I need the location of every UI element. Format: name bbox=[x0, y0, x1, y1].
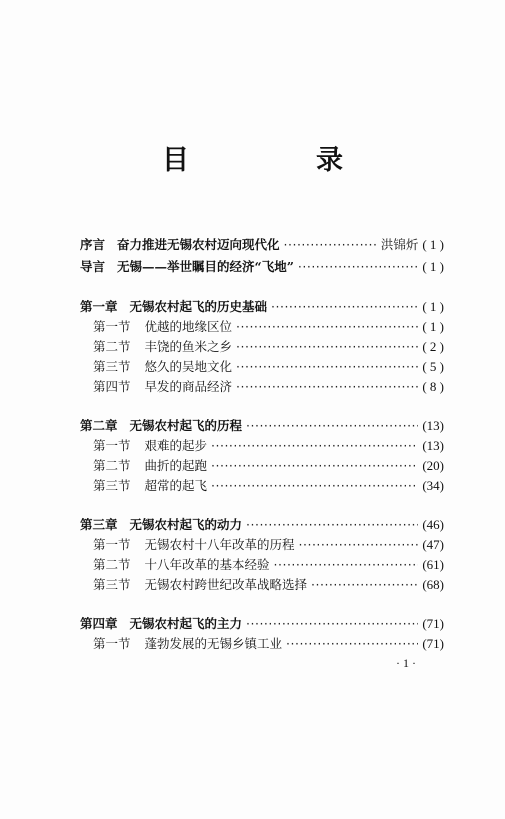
leader-dots bbox=[311, 577, 418, 593]
toc-section-row bbox=[93, 359, 444, 375]
toc-entry-title: 无锡农村起飞的主力 bbox=[129, 616, 243, 631]
toc-entry-label: 第二节 bbox=[93, 557, 131, 572]
leader-dots bbox=[236, 359, 418, 375]
toc-entry-page: (71) bbox=[422, 616, 444, 631]
leader-dots bbox=[246, 616, 418, 632]
page-number: · 1 · bbox=[396, 656, 416, 670]
toc-entry-title: 丰饶的鱼米之乡 bbox=[144, 339, 233, 354]
toc-entry-label: 第二节 bbox=[93, 339, 131, 354]
leader-dots bbox=[236, 339, 418, 355]
toc-entry-page: (47) bbox=[422, 537, 444, 552]
toc-chapter-row bbox=[80, 259, 444, 275]
toc-entry-page: (20) bbox=[422, 458, 444, 473]
toc-entry-page: (61) bbox=[422, 557, 444, 572]
toc-section-row bbox=[93, 537, 444, 553]
leader-dots bbox=[211, 458, 418, 474]
toc-chapter-row bbox=[80, 616, 444, 632]
toc-entry-label: 第一节 bbox=[93, 438, 131, 453]
toc-entry-page: (71) bbox=[422, 636, 444, 651]
page-title: 目 录 bbox=[162, 145, 393, 176]
toc-entry-label: 第一节 bbox=[93, 537, 131, 552]
toc-entry-label: 导言 bbox=[80, 259, 106, 274]
toc-entry-page: ( 2 ) bbox=[422, 339, 444, 354]
toc-entry-page: ( 8 ) bbox=[422, 379, 444, 394]
toc-section-row bbox=[93, 478, 444, 494]
toc-entry-page: (68) bbox=[422, 577, 444, 592]
leader-dots bbox=[236, 319, 418, 335]
toc-entry-title: 十八年改革的基本经验 bbox=[144, 557, 270, 572]
toc-entry-label: 第二节 bbox=[93, 458, 131, 473]
leader-dots bbox=[236, 379, 418, 395]
toc-entry-page: (13) bbox=[422, 418, 444, 433]
leader-dots bbox=[298, 259, 418, 275]
toc-entry-title: 无锡农村跨世纪改革战略选择 bbox=[144, 577, 308, 592]
leader-dots bbox=[299, 537, 419, 553]
toc-entry-label: 第三章 bbox=[80, 517, 118, 532]
toc-chapter-row bbox=[80, 299, 444, 315]
toc-entry-label: 第二章 bbox=[80, 418, 118, 433]
toc-section-row bbox=[93, 379, 444, 395]
leader-dots bbox=[211, 478, 418, 494]
toc-section-row bbox=[93, 339, 444, 355]
leader-dots bbox=[271, 299, 418, 315]
toc-entry-page: (13) bbox=[422, 438, 444, 453]
toc-entry-title: 无锡农村起飞的历程 bbox=[129, 418, 243, 433]
toc-entry-label: 第三节 bbox=[93, 577, 131, 592]
toc-section-row bbox=[93, 577, 444, 593]
toc-entry-page: (46) bbox=[422, 517, 444, 532]
toc-entry-title: 无锡农村起飞的历史基础 bbox=[129, 299, 268, 314]
toc-entry-label: 第一章 bbox=[80, 299, 118, 314]
toc-section-row bbox=[93, 438, 444, 454]
leader-dots bbox=[274, 557, 419, 573]
leader-dots bbox=[246, 418, 418, 434]
toc-entry-title: 奋力推进无锡农村迈向现代化 bbox=[117, 237, 280, 252]
toc-entry-page: (34) bbox=[422, 478, 444, 493]
toc-section-row bbox=[93, 557, 444, 573]
toc-entry-label: 第四章 bbox=[80, 616, 118, 631]
toc-entry-title: 超常的起飞 bbox=[144, 478, 208, 493]
toc-section-row bbox=[93, 319, 444, 335]
toc-entry-page: ( 1 ) bbox=[422, 299, 444, 314]
leader-dots bbox=[284, 237, 377, 253]
toc-entry-title: 优越的地缘区位 bbox=[144, 319, 233, 334]
toc-entry-label: 第一节 bbox=[93, 636, 131, 651]
toc-entry-title: 蓬勃发展的无锡乡镇工业 bbox=[144, 636, 283, 651]
toc-chapter-row bbox=[80, 517, 444, 533]
toc-section-row bbox=[93, 636, 444, 652]
toc-entry-label: 第四节 bbox=[93, 379, 131, 394]
toc-entry-title: 无锡——举世瞩目的经济“飞地” bbox=[117, 259, 294, 274]
toc-entry-label: 第一节 bbox=[93, 319, 131, 334]
toc-entry-author: 洪锦炘 bbox=[380, 237, 419, 252]
leader-dots bbox=[246, 517, 418, 533]
toc-chapter-row bbox=[80, 418, 444, 434]
toc-chapter-row bbox=[80, 237, 444, 253]
leader-dots bbox=[211, 438, 418, 454]
toc-entry-title: 悠久的吴地文化 bbox=[144, 359, 233, 374]
toc-entry-label: 序言 bbox=[80, 237, 106, 252]
toc-entry-label: 第三节 bbox=[93, 359, 131, 374]
toc-entry-page: ( 1 ) bbox=[422, 259, 444, 274]
toc-entry-page: ( 5 ) bbox=[422, 359, 444, 374]
toc-section-row bbox=[93, 458, 444, 474]
leader-dots bbox=[286, 636, 418, 652]
toc-entry-title: 曲折的起跑 bbox=[144, 458, 208, 473]
toc-entry-page: ( 1 ) bbox=[422, 319, 444, 334]
toc-entry-page: ( 1 ) bbox=[422, 237, 444, 252]
toc-entry-title: 无锡农村十八年改革的历程 bbox=[144, 537, 295, 552]
toc-entry-title: 无锡农村起飞的动力 bbox=[129, 517, 243, 532]
toc-entry-label: 第三节 bbox=[93, 478, 131, 493]
toc-entry-title: 早发的商品经济 bbox=[144, 379, 233, 394]
toc-entry-title: 艰难的起步 bbox=[144, 438, 208, 453]
